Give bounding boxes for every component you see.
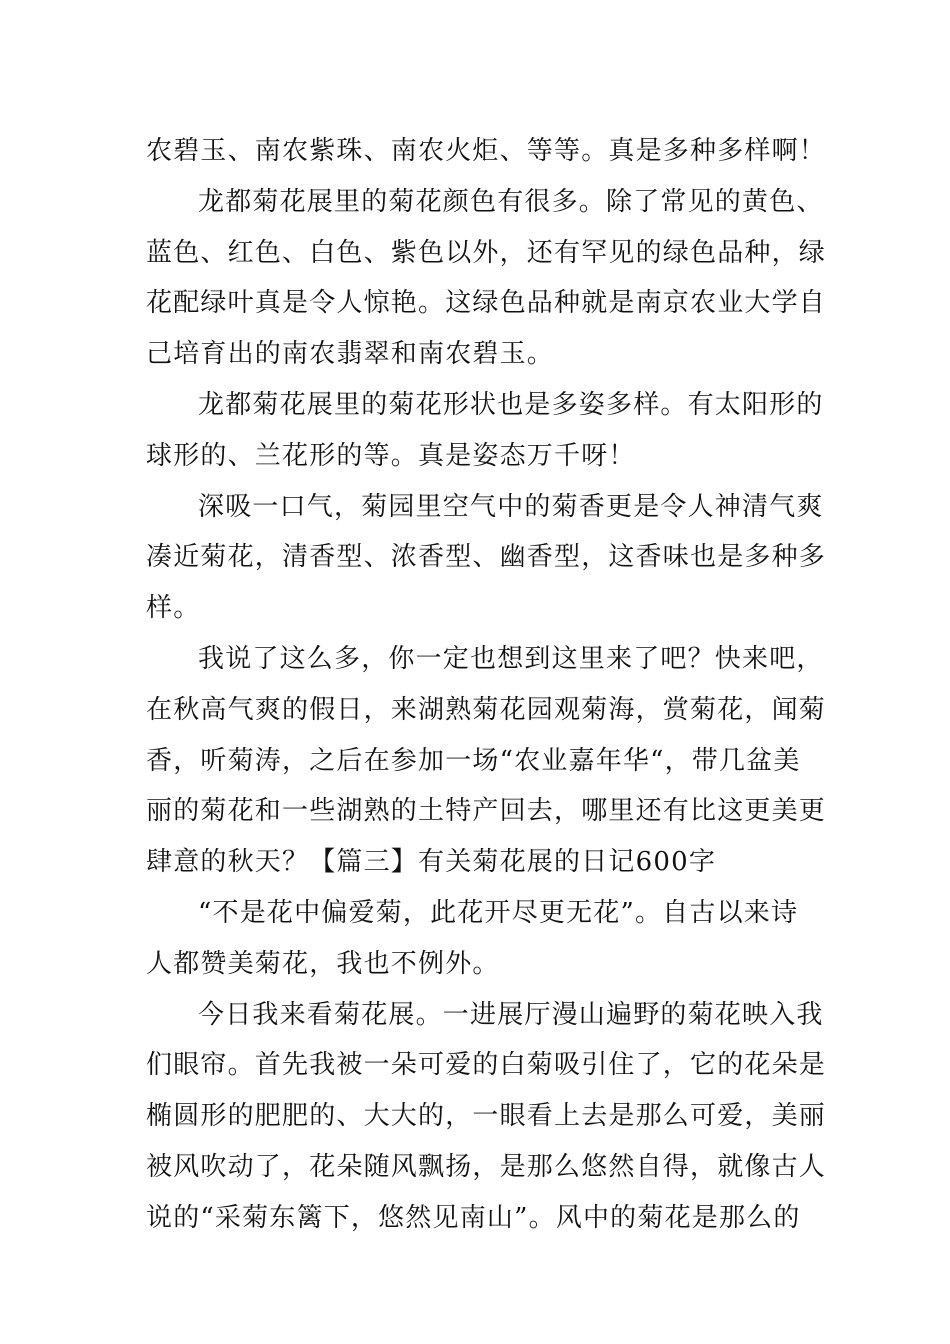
text-line: 龙都菊花展里的菊花颜色有很多。除了常见的黄色、 [198,186,824,217]
text-line: 蓝色、红色、白色、紫色以外，还有罕见的绿色品种，绿 [146,237,827,268]
text-line: 在秋高气爽的假日，来湖熟菊花园观菊海，赏菊花，闻菊 [146,694,827,725]
document-body [146,126,827,1244]
text-line: 球形的、兰花形的等。真是姿态万千呀！ [146,440,636,471]
text-line: 凑近菊花，清香型、浓香型、幽香型，这香味也是多种多 [146,542,827,573]
text-line: 龙都菊花展里的菊花形状也是多姿多样。有太阳形的 [198,389,824,420]
text-line: 样。 [146,593,201,624]
text-line: 花配绿叶真是令人惊艳。这绿色品种就是南京农业大学自 [146,288,827,319]
text-line: 椭圆形的肥肥的、大大的，一眼看上去是那么可爱，美丽 [146,1101,827,1132]
text-line: 丽的菊花和一些湖熟的土特产回去，哪里还有比这更美更 [146,796,827,827]
text-line: 人都赞美菊花，我也不例外。 [146,948,500,979]
text-line: 说的“采菊东篱下，悠然见南山”。风中的菊花是那么的 [146,1202,801,1233]
text-line: 深吸一口气，菊园里空气中的菊香更是令人神清气爽 [198,491,824,522]
text-line: 被风吹动了，花朵随风飘扬，是那么悠然自得，就像古人 [146,1151,827,1182]
text-line: 们眼帘。首先我被一朵可爱的白菊吸引住了，它的花朵是 [146,1050,827,1081]
text-line: 今日我来看菊花展。一进展厅漫山遍野的菊花映入我 [198,999,824,1030]
text-line: 我说了这么多，你一定也想到这里来了吧？快来吧， [198,643,824,674]
text-line: 香，听菊涛，之后在参加一场“农业嘉年华“，带几盆美 [146,745,801,776]
text-line: 己培育出的南农翡翠和南农碧玉。 [146,339,555,370]
text-line: 肆意的秋天？【篇三】有关菊花展的日记600字 [146,847,717,878]
text-line: 农碧玉、南农紫珠、南农火炬、等等。真是多种多样啊！ [146,136,827,166]
text-line: “不是花中偏爱菊，此花开尽更无花”。自古以来诗 [198,897,799,928]
